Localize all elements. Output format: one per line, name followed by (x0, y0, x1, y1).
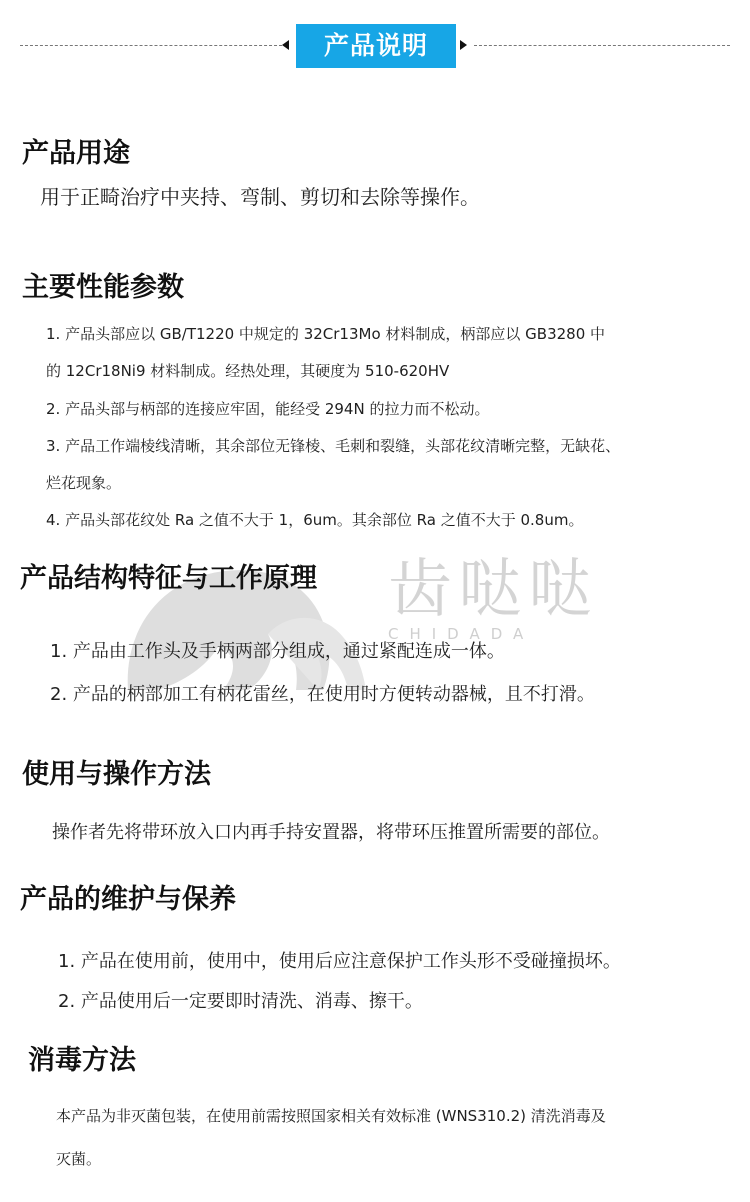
performance-line: 2. 产品头部与柄部的连接应牢固，能经受 294N 的拉力而不松动。 (46, 400, 490, 418)
arrow-left-icon (282, 40, 289, 50)
header-divider-left (20, 45, 282, 46)
performance-line: 的 12Cr18Ni9 材料制成。经热处理，其硬度为 510-620HV (46, 362, 450, 380)
section-heading-performance: 主要性能参数 (22, 272, 184, 303)
section-heading-usage: 产品用途 (22, 138, 130, 169)
disinfection-line: 本产品为非灭菌包装，在使用前需按照国家相关有效标准 (WNS310.2) 清洗消毒及 (56, 1107, 606, 1125)
section-heading-disinfection: 消毒方法 (28, 1045, 136, 1076)
maintenance-line: 1. 产品在使用前，使用中，使用后应注意保护工作头形不受碰撞损坏。 (58, 951, 621, 972)
structure-line: 2. 产品的柄部加工有柄花雷丝，在使用时方便转动器械，且不打滑。 (50, 684, 595, 705)
usage-text: 用于正畸治疗中夹持、弯制、剪切和去除等操作。 (40, 185, 480, 209)
performance-line: 1. 产品头部应以 GB/T1220 中规定的 32Cr13Mo 材料制成，柄部应以 GB3280 中 (46, 325, 606, 343)
maintenance-line: 2. 产品使用后一定要即时清洗、消毒、擦干。 (58, 991, 423, 1012)
watermark-subtext: CHIDADA (388, 625, 535, 643)
performance-line: 4. 产品头部花纹处 Ra 之值不大于 1，6um。其余部位 Ra 之值不大于 0.8um。 (46, 511, 584, 529)
performance-line: 3. 产品工作端棱线清晰，其余部位无锋棱、毛刺和裂缝，头部花纹清晰完整，无缺花、 (46, 437, 621, 455)
section-heading-maintenance: 产品的维护与保养 (20, 884, 236, 915)
watermark-brand: 齿哒哒 (388, 553, 598, 627)
performance-line: 烂花现象。 (46, 474, 122, 492)
section-heading-structure: 产品结构特征与工作原理 (20, 563, 317, 594)
page-title: 产品说明 (296, 24, 456, 68)
header-divider-right (474, 45, 730, 46)
operation-text: 操作者先将带环放入口内再手持安置器，将带环压推置所需要的部位。 (52, 822, 610, 843)
disinfection-line: 灭菌。 (56, 1150, 102, 1168)
section-heading-operation: 使用与操作方法 (22, 759, 211, 790)
arrow-right-icon (460, 40, 467, 50)
structure-line: 1. 产品由工作头及手柄两部分组成，通过紧配连成一体。 (50, 641, 505, 662)
